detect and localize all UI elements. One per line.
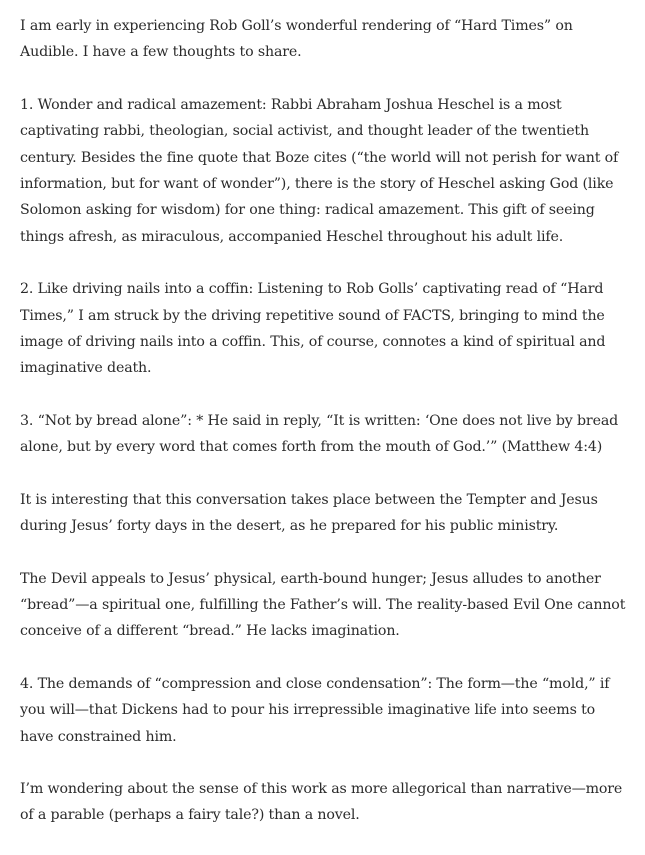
point-3-paragraph: 3. “Not by bread alone”: * He said in reply, “It is written: ‘One does not live by bread alone, but by every word that comes forth from the mouth of God.’” (Matthew 4:4)	[20, 412, 619, 456]
point-2-paragraph: 2. Like driving nails into a coffin: Listening to Rob Golls’ captivating read of “Hard Times,” I am struck by the driving repetitive sound of FACTS, bringing to mind the image of driving nails into a coffin. This, of course, connotes a kind of spiritual and imaginative death.	[20, 281, 606, 377]
closing-paragraph: I’m wondering about the sense of this work as more allegorical than narrative—more of a parable (perhaps a fairy tale?) than a novel.	[20, 780, 623, 824]
devil-paragraph: The Devil appeals to Jesus’ physical, earth-bound hunger; Jesus alludes to another “bread”—a spiritual one, fulfilling the Father’s will. The reality-based Evil One cannot conceive of a different “bread.” He lacks imagination.	[20, 570, 626, 640]
point-1-paragraph: 1. Wonder and radical amazement: Rabbi Abraham Joshua Heschel is a most captivating rabbi, theologian, social activist, and thought leader of the twentieth century. Besides the fine quote that Boze cites (“the world will not perish for want of information, but for want of wonder”), there is the story of Heschel asking God (like Solomon asking for wisdom) for one thing: radical amazement. This gift of seeing things afresh, as miraculous, accompanied Heschel throughout his adult life.	[20, 96, 619, 245]
tempter-paragraph: It is interesting that this conversation takes place between the Tempter and Jesus during Jesus’ forty days in the desert, as he prepared for his public ministry.	[20, 491, 598, 535]
comment-body	[20, 13, 630, 855]
intro-paragraph: I am early in experiencing Rob Goll’s wonderful rendering of “Hard Times” on Audible. I have a few thoughts to share.	[20, 18, 573, 61]
point-4-paragraph: 4. The demands of “compression and close condensation”: The form—the “mold,” if you will—that Dickens had to pour his irrepressible imaginative life into seems to have constrained him.	[20, 675, 610, 745]
